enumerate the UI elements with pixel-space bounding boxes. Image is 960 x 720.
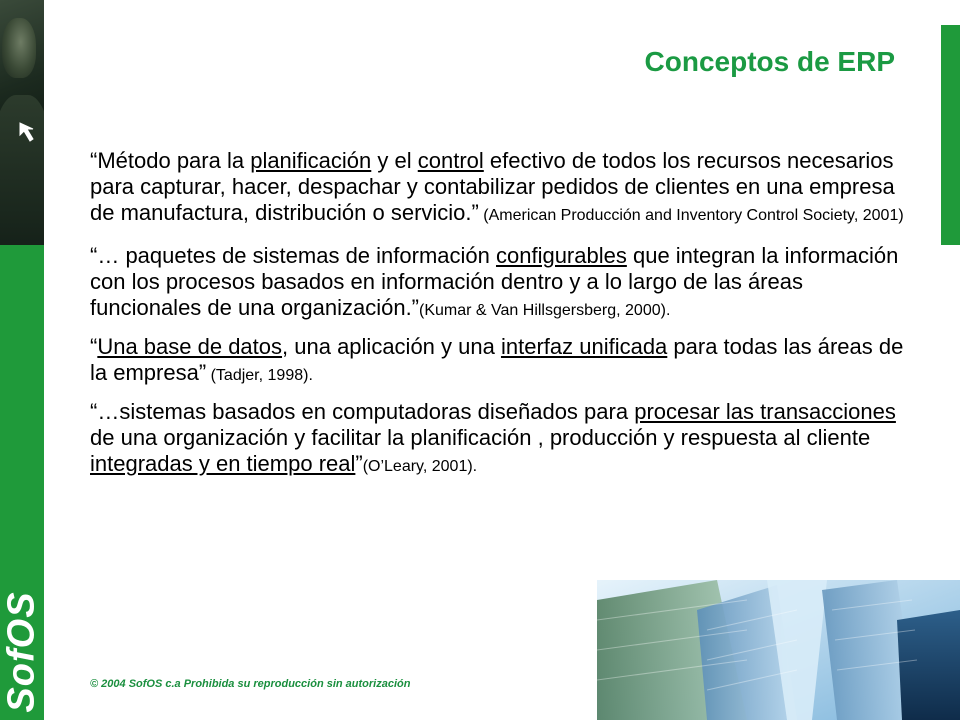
quote-text: “ <box>90 334 98 359</box>
arrow-cursor-icon <box>18 121 38 145</box>
quote-paragraph <box>90 399 910 480</box>
underlined-term: procesar las transacciones <box>634 399 896 424</box>
person-photo <box>0 0 44 245</box>
underlined-term: interfaz unificada <box>500 334 668 359</box>
underlined-term: Una base de datos <box>97 334 283 359</box>
quote-text: ” <box>355 451 363 476</box>
quote-citation: (American Producción and Inventory Control Society, 2001) <box>478 207 904 224</box>
underlined-term: planificación <box>250 148 372 173</box>
quote-text: de una organización y facilitar la planificación , producción y respuesta al cliente <box>90 425 871 450</box>
person-shoulder <box>0 95 44 245</box>
slide-title: Conceptos de ERP <box>644 46 895 77</box>
right-green-accent <box>941 25 960 245</box>
underlined-term: integradas y en tiempo real <box>90 451 356 476</box>
sofos-logo <box>0 590 43 714</box>
quote-text: y el <box>371 148 418 173</box>
quote-citation: (O’Leary, 2001). <box>362 458 478 475</box>
underlined-term: control <box>417 148 484 173</box>
quote-paragraph <box>90 334 910 389</box>
quote-text: efectivo de todos los recursos necesarios para capturar, hacer, despachar y contabilizar pedidos de clientes en una empresa de manufactura, distribución o servicio.” <box>90 148 895 225</box>
quote-paragraph <box>90 243 910 324</box>
quote-text: , una aplicación y una <box>282 334 501 359</box>
skyscraper-photo <box>597 580 960 720</box>
skyscraper-illustration <box>597 580 960 720</box>
quotes-block <box>90 148 910 490</box>
quote-text: que integran la información con los procesos basados en información dentro y a lo largo de las áreas funcionales de una organización.” <box>90 243 899 320</box>
quote-text: “…sistemas basados en computadoras diseñados para <box>90 399 635 424</box>
quote-paragraph <box>90 148 910 229</box>
person-face <box>2 18 36 78</box>
quote-citation: (Tadjer, 1998). <box>206 367 313 384</box>
quote-text: para todas las áreas de la empresa” <box>90 334 904 385</box>
copyright-footer: © 2004 SofOS c.a Prohibida su reproducción sin autorización <box>90 678 411 690</box>
quote-text: “… paquetes de sistemas de información <box>90 243 496 268</box>
sofos-logo-text: SofOS <box>0 591 43 713</box>
underlined-term: configurables <box>495 243 627 268</box>
quote-citation: (Kumar & Van Hillsgersberg, 2000). <box>419 302 671 319</box>
quote-text: “Método para la <box>90 148 251 173</box>
